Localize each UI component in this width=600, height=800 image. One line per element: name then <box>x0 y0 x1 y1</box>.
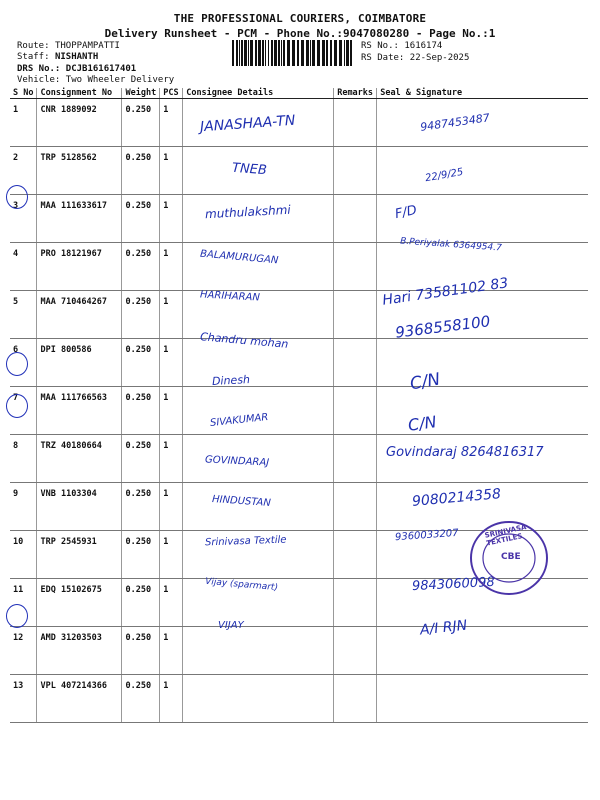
runsheet-table <box>10 88 588 723</box>
handwritten-signature: B.Periyalak 6364954.7 <box>399 236 503 254</box>
remarks-cell <box>334 291 377 339</box>
handwritten-signature: 9080214358 <box>411 486 502 510</box>
pcs-cell: 1 <box>160 387 183 435</box>
consignment-cell: TRP 5128562 <box>37 147 122 195</box>
handwritten-signature: 9487453487 <box>419 111 491 134</box>
remarks-cell <box>334 99 377 147</box>
table-row <box>10 99 588 147</box>
weight-cell: 0.250 <box>122 579 160 627</box>
rs-no-label: RS No.: <box>361 41 399 51</box>
sno-cell: 6 <box>10 339 37 387</box>
table-row <box>10 627 588 675</box>
sno-cell: 7 <box>10 387 37 435</box>
drs-label: DRS No.: <box>17 64 61 74</box>
circle-mark-3 <box>6 185 28 209</box>
sno-cell: 10 <box>10 531 37 579</box>
handwritten-consignee: Srinivasa Textile <box>204 534 287 549</box>
table-header-row <box>10 88 588 99</box>
sno-cell: 5 <box>10 291 37 339</box>
staff-label: Staff: <box>17 52 50 62</box>
signature-cell <box>377 627 588 675</box>
handwritten-signature: 9368558100 <box>394 312 492 342</box>
vehicle-value: Two Wheeler Delivery <box>65 75 175 85</box>
company-seal-stamp <box>468 518 550 598</box>
pcs-cell: 1 <box>160 675 183 723</box>
remarks-cell <box>334 627 377 675</box>
handwritten-consignee: Vijay (sparmart) <box>204 576 279 594</box>
handwritten-signature: C/N <box>406 412 438 435</box>
route-line <box>17 41 120 52</box>
pcs-cell: 1 <box>160 339 183 387</box>
handwritten-consignee: JANASHAA-TN <box>199 112 296 136</box>
remarks-cell <box>334 675 377 723</box>
consignment-cell: VPL 407214366 <box>37 675 122 723</box>
weight-cell: 0.250 <box>122 243 160 291</box>
circle-mark-8 <box>6 394 28 418</box>
sno-cell: 11 <box>10 579 37 627</box>
handwritten-signature: 22/9/25 <box>424 166 465 185</box>
handwritten-signature: A/I RJN <box>419 617 468 639</box>
consignee-cell <box>183 675 334 723</box>
consignment-cell: MAA 111633617 <box>37 195 122 243</box>
consignee-cell <box>183 627 334 675</box>
remarks-cell <box>334 579 377 627</box>
weight-cell: 0.250 <box>122 531 160 579</box>
sno-cell: 12 <box>10 627 37 675</box>
pcs-cell: 1 <box>160 99 183 147</box>
remarks-cell <box>334 147 377 195</box>
rs-no-line <box>361 41 442 52</box>
rs-date-label: RS Date: <box>361 53 405 63</box>
remarks-cell <box>334 435 377 483</box>
handwritten-signature: Govindaraj 8264816317 <box>386 445 544 460</box>
handwritten-consignee: VIJAY <box>218 620 244 631</box>
barcode <box>232 40 354 66</box>
sno-cell: 4 <box>10 243 37 291</box>
table-row <box>10 675 588 723</box>
sno-cell: 13 <box>10 675 37 723</box>
weight-cell: 0.250 <box>122 435 160 483</box>
company-title: THE PROFESSIONAL COURIERS, COIMBATORE <box>173 12 427 25</box>
table-row <box>10 147 588 195</box>
col-weight: Weight <box>122 88 160 99</box>
circle-mark-7 <box>6 352 28 376</box>
handwritten-signature: F/D <box>393 202 419 223</box>
col-signature: Seal & Signature <box>377 88 588 99</box>
vehicle-label: Vehicle: <box>17 75 61 85</box>
remarks-cell <box>334 339 377 387</box>
table-row <box>10 387 588 435</box>
sno-cell: 2 <box>10 147 37 195</box>
weight-cell: 0.250 <box>122 627 160 675</box>
handwritten-consignee: Chandru mohan <box>199 330 289 351</box>
handwritten-consignee: SIVAKUMAR <box>209 411 269 430</box>
route-label: Route: <box>17 41 50 51</box>
staff-line <box>17 52 98 63</box>
pcs-cell: 1 <box>160 291 183 339</box>
remarks-cell <box>334 243 377 291</box>
handwritten-signature: Hari 73581102 83 <box>381 275 510 309</box>
pcs-cell: 1 <box>160 483 183 531</box>
consignment-cell: TRZ 40180664 <box>37 435 122 483</box>
remarks-cell <box>334 483 377 531</box>
weight-cell: 0.250 <box>122 483 160 531</box>
handwritten-consignee: HINDUSTAN <box>211 493 272 510</box>
weight-cell: 0.250 <box>122 147 160 195</box>
rs-date-line <box>361 53 469 64</box>
remarks-cell <box>334 531 377 579</box>
consignment-cell: PRO 18121967 <box>37 243 122 291</box>
table-row <box>10 195 588 243</box>
weight-cell: 0.250 <box>122 291 160 339</box>
runsheet-subtitle: Delivery Runsheet - PCM - Phone No.:9047080280 - Page No.:1 <box>104 27 496 40</box>
stamp-text-2: CBE <box>501 552 521 562</box>
sno-cell: 8 <box>10 435 37 483</box>
sno-cell: 9 <box>10 483 37 531</box>
weight-cell: 0.250 <box>122 387 160 435</box>
handwritten-consignee: GOVINDARAJ <box>204 454 270 469</box>
consignment-cell: CNR 1889092 <box>37 99 122 147</box>
weight-cell: 0.250 <box>122 675 160 723</box>
remarks-cell <box>334 387 377 435</box>
sno-cell: 1 <box>10 99 37 147</box>
remarks-cell <box>334 195 377 243</box>
rs-no-value: 1616174 <box>404 41 443 51</box>
route-value: THOPPAMPATTI <box>54 41 120 51</box>
signature-cell <box>377 675 588 723</box>
pcs-cell: 1 <box>160 195 183 243</box>
consignment-cell: MAA 710464267 <box>37 291 122 339</box>
col-consignee: Consignee Details <box>183 88 334 99</box>
consignment-cell: EDQ 15102675 <box>37 579 122 627</box>
consignment-cell: AMD 31203503 <box>37 627 122 675</box>
handwritten-signature: C/N <box>408 369 442 395</box>
consignment-cell: DPI 800586 <box>37 339 122 387</box>
stamp-text: SRINIVASA TEXTILES <box>484 523 528 548</box>
table-row <box>10 291 588 339</box>
pcs-cell: 1 <box>160 243 183 291</box>
drs-value: DCJB161617401 <box>65 64 137 74</box>
handwritten-consignee: Dinesh <box>211 373 251 388</box>
handwritten-consignee: BALAMURUGAN <box>199 248 279 267</box>
pcs-cell: 1 <box>160 147 183 195</box>
weight-cell: 0.250 <box>122 99 160 147</box>
col-consignment: Consignment No <box>37 88 122 99</box>
circle-mark-13 <box>6 604 28 628</box>
col-pcs: PCS <box>160 88 183 99</box>
vehicle-line <box>17 75 174 86</box>
col-sno: S No <box>10 88 37 99</box>
col-remarks: Remarks <box>334 88 377 99</box>
drs-line <box>17 64 136 75</box>
weight-cell: 0.250 <box>122 339 160 387</box>
handwritten-consignee: TNEB <box>231 160 268 179</box>
pcs-cell: 1 <box>160 531 183 579</box>
pcs-cell: 1 <box>160 579 183 627</box>
handwritten-consignee: HARIHARAN <box>199 289 261 304</box>
handwritten-signature: 9843060098 <box>411 574 496 595</box>
weight-cell: 0.250 <box>122 195 160 243</box>
consignee-cell <box>183 387 334 435</box>
pcs-cell: 1 <box>160 627 183 675</box>
sno-cell: 3 <box>10 195 37 243</box>
handwritten-signature: 9360033207 <box>394 527 459 544</box>
rs-date-value: 22-Sep-2025 <box>409 53 470 63</box>
handwritten-consignee: muthulakshmi <box>204 202 292 222</box>
staff-value: NISHANTH <box>54 52 99 62</box>
table-row <box>10 339 588 387</box>
consignment-cell: MAA 111766563 <box>37 387 122 435</box>
consignment-cell: TRP 2545931 <box>37 531 122 579</box>
pcs-cell: 1 <box>160 435 183 483</box>
signature-cell <box>377 147 588 195</box>
consignment-cell: VNB 1103304 <box>37 483 122 531</box>
